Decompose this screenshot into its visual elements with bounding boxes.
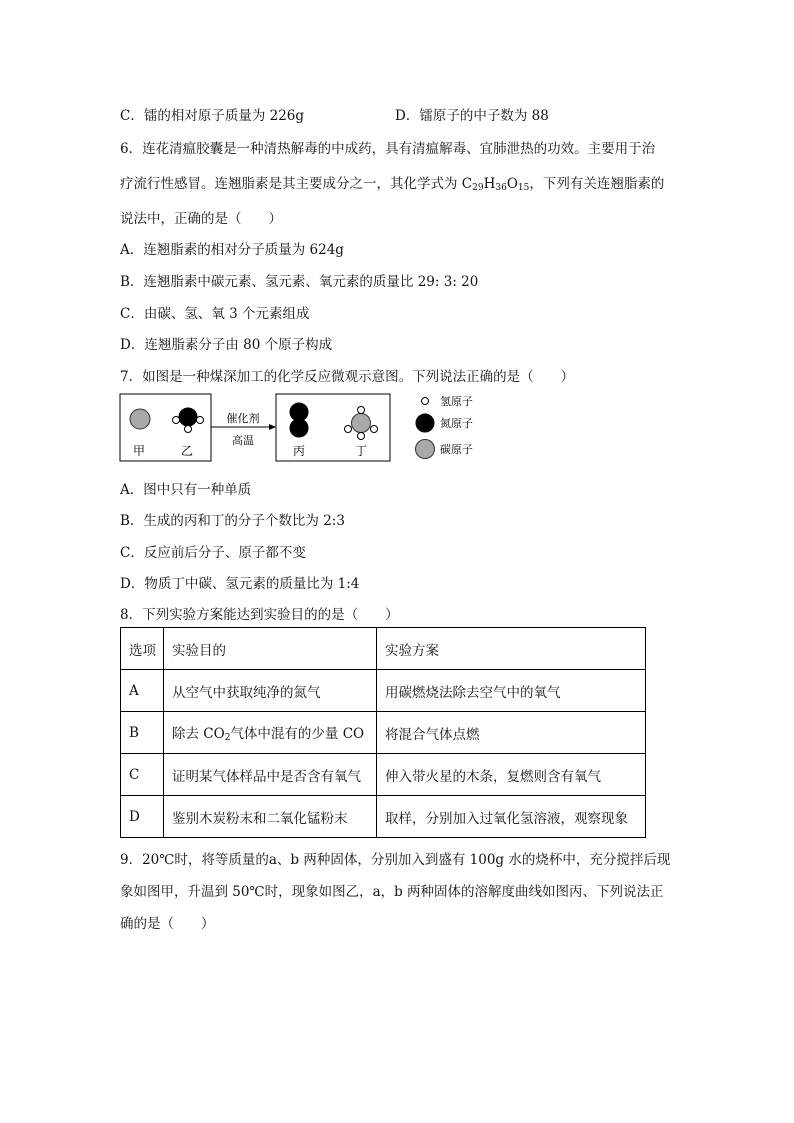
yi-hydrogen-atom-1 [173,417,180,424]
reaction-diagram [118,392,498,464]
row-b-purpose-sub: 2 [224,733,231,743]
legend-hydrogen-label: 氢原子 [440,395,473,408]
q6-h: H [483,176,496,192]
yi-hydrogen-atom-2 [197,417,204,424]
q6-stem-line2-pre: 疗流行性感冒。连翘脂素是其主要成分之一，其化学式为 C [120,176,473,192]
row-b-plan: 将混合气体点燃 [377,712,646,754]
q6-stem-line1: 6．连花清瘟胶囊是一种清热解毒的中成药，具有清瘟解毒、宜肺泄热的功效。主要用于治 [120,141,656,157]
arrow-label-top: 催化剂 [226,412,260,425]
q7-option-c: C．反应前后分子、原子都不变 [120,545,306,561]
ding-hydrogen-atom-bottom [358,433,365,440]
q6-sub-c: 29 [472,183,484,193]
row-c-option: C [121,754,164,796]
q6-sub-h: 36 [495,183,507,193]
ding-carbon-atom [352,414,371,433]
q9-stem-line3: 确的是（ ） [120,916,215,932]
header-purpose: 实验目的 [164,628,377,670]
jia-carbon-atom [130,409,150,429]
row-b-purpose [164,712,377,754]
bing-nitrogen-atom-1 [290,403,308,421]
q6-stem-line2 [120,172,664,193]
q5-option-d: D．镭原子的中子数为 88 [395,108,549,124]
q7-option-b: B．生成的丙和丁的分子个数比为 2:3 [120,513,345,529]
q6-stem-line3: 说法中，正确的是（ ） [120,211,282,227]
row-a-option: A [121,670,164,712]
table-row [121,670,646,712]
q9-stem-line1: 9．20℃时，将等质量的a、b 两种固体，分别加入到盛有 100g 水的烧杯中，充分搅拌后现 [120,852,671,868]
table-row [121,712,646,754]
q6-o: O [506,176,518,192]
q7-option-d: D．物质丁中碳、氢元素的质量比为 1:4 [120,576,360,592]
yi-nitrogen-atom [179,408,197,426]
legend-carbon-icon [416,440,435,459]
row-d-plan: 取样，分别加入过氧化氢溶液，观察现象 [377,796,646,838]
row-d-option: D [121,796,164,838]
q6-option-d: D．连翘脂素分子由 80 个原子构成 [120,337,333,353]
header-plan: 实验方案 [377,628,646,670]
q7-stem: 7．如图是一种煤深加工的化学反应微观示意图。下列说法正确的是（ ） [120,369,575,385]
label-yi: 乙 [180,444,194,458]
label-ding: 丁 [354,444,368,458]
label-bing: 丙 [292,444,306,458]
q8-stem: 8．下列实验方案能达到实验目的的是（ ） [120,607,399,623]
table-row [121,796,646,838]
row-a-purpose: 从空气中获取纯净的氮气 [164,670,377,712]
legend-nitrogen-label: 氮原子 [440,417,473,430]
q6-option-c: C．由碳、氢、氧 3 个元素组成 [120,306,310,322]
q9-stem-line2: 象如图甲，升温到 50℃时，现象如图乙，a，b 两种固体的溶解度曲线如图丙、下列说法正 [120,884,664,900]
row-a-plan: 用碳燃烧法除去空气中的氧气 [377,670,646,712]
q6-stem-line2-post: ，下列有关连翘脂素的 [529,176,665,192]
row-b-option: B [121,712,164,754]
ding-hydrogen-atom-left [345,426,352,433]
label-jia: 甲 [132,444,146,458]
row-d-purpose: 鉴别木炭粉末和二氧化锰粉末 [164,796,377,838]
q7-option-a: A．图中只有一种单质 [120,482,252,498]
yi-hydrogen-atom-3 [185,426,192,433]
row-c-plan: 伸入带火星的木条，复燃则含有氧气 [377,754,646,796]
q5-option-c: C．镭的相对原子质量为 226g [120,108,305,124]
legend-hydrogen-icon [422,398,429,405]
ding-hydrogen-atom-right [371,426,378,433]
arrow-head [269,424,276,430]
row-c-purpose: 证明某气体样品中是否含有氧气 [164,754,377,796]
table-row [121,754,646,796]
legend-carbon-label: 碳原子 [440,443,473,456]
ding-hydrogen-atom-top [358,407,365,414]
q6-option-a: A．连翘脂素的相对分子质量为 624g [120,242,344,258]
table-header-row [121,628,646,670]
row-b-purpose-pre: 除去 CO [172,726,225,742]
row-b-purpose-post: 气体中混有的少量 CO [230,726,365,742]
header-option: 选项 [121,628,164,670]
experiment-table [120,627,646,838]
q6-option-b: B．连翘脂素中碳元素、氢元素、氧元素的质量比 29: 3: 20 [120,274,479,290]
q6-sub-o: 15 [517,183,530,193]
legend-nitrogen-icon [416,414,434,432]
bing-nitrogen-atom-2 [290,419,308,437]
arrow-label-bottom: 高温 [232,434,254,447]
